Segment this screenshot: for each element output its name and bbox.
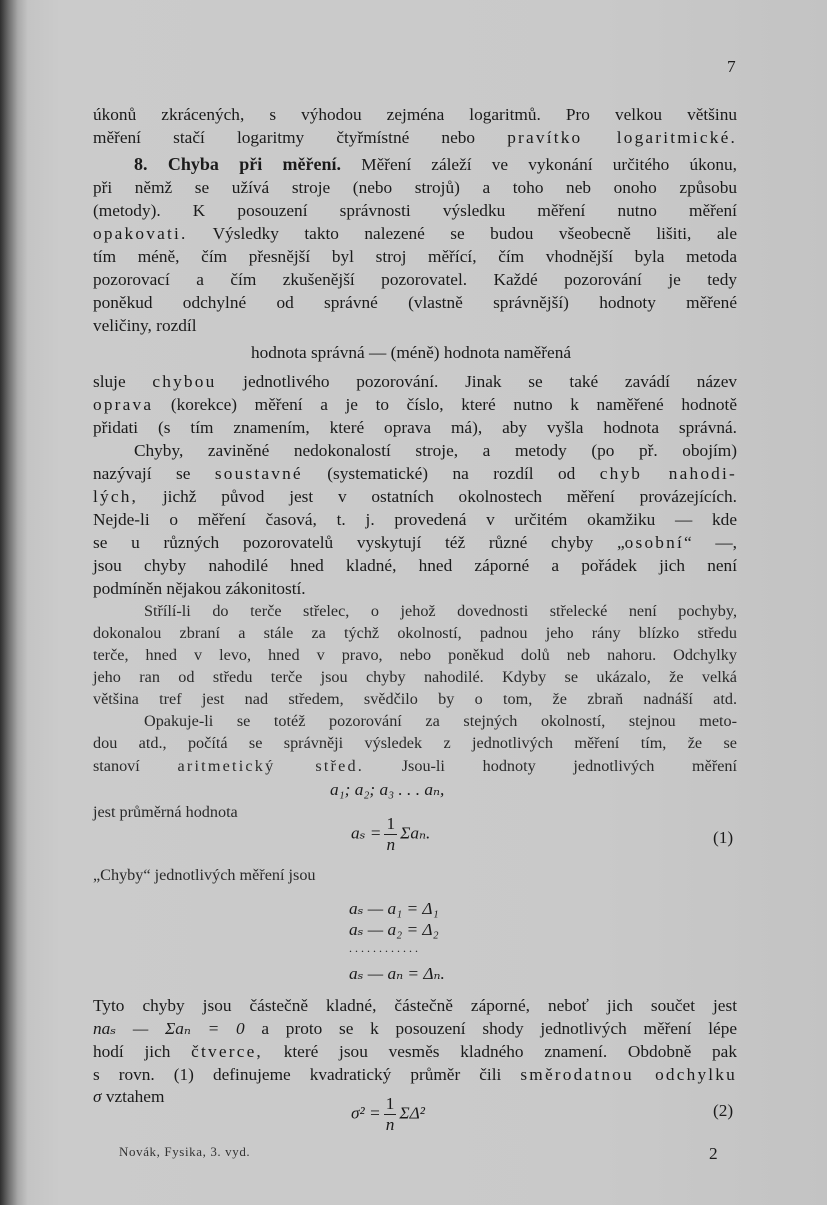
numerator: 1 [385, 1094, 395, 1113]
text-segment: nazývají se [93, 464, 215, 483]
formula-mean [351, 814, 430, 855]
error-equation: aₛ — a₂ = Δ₂ [349, 920, 439, 939]
text-line [93, 393, 737, 416]
text-line [93, 666, 737, 689]
formula-values-list: a₁; a₂; a₃ . . . aₙ, [330, 780, 445, 799]
equation-label-1: (1) [713, 828, 734, 847]
text-line [134, 439, 737, 462]
text-line [93, 554, 737, 577]
page-number: 7 [727, 57, 736, 76]
text-line [93, 126, 737, 149]
emphasized-term: opakovati. [93, 224, 188, 243]
text-line [93, 755, 737, 778]
text-line [144, 600, 737, 623]
text-segment: naₛ — Σaₙ = 0 [93, 1019, 245, 1038]
text-segment: veličiny, rozdíl [93, 316, 197, 335]
text-line [93, 1017, 737, 1040]
numerator: 1 [386, 814, 396, 833]
emphasized-term: soustavné [214, 464, 303, 483]
section-heading: 8. Chyba při měření. [134, 154, 342, 174]
text-line [93, 531, 737, 554]
formula-mean-rhs: Σaₙ. [400, 823, 431, 843]
text-segment: měření stačí logaritmy čtyřmístné nebo [93, 128, 508, 147]
text-line [93, 176, 737, 199]
error-equation: aₛ — a₁ = Δ₁ [349, 899, 439, 918]
text-line [93, 688, 737, 711]
emphasized-term: chybou [152, 372, 217, 391]
text-segment: Jsou-li hodnoty jednotlivých měření [364, 757, 737, 775]
text-line [93, 222, 737, 245]
text-segment: většina tref jest nad středem, svědčilo by o tom, že zbraň nadnáší atd. [93, 690, 737, 708]
emphasized-term: oprava [93, 395, 154, 414]
emphasized-term: čtverce, [191, 1042, 263, 1061]
emphasized-term: osobní [624, 533, 684, 552]
formula-sigma-rhs: ΣΔ² [399, 1103, 425, 1123]
text-line [93, 416, 737, 439]
text-line [201, 341, 621, 364]
formula-mean-lhs: aₛ = [351, 823, 382, 843]
text-segment: které jsou vesměs kladného znamení. Obdobně pak [262, 1042, 737, 1061]
text-segment: “ —, [683, 533, 737, 552]
error-equation-ellipsis: . . . . . . . . . . . . [349, 941, 418, 955]
text-line [93, 370, 737, 393]
text-segment: při němž se užívá stroje (nebo strojů) a toho neb onoho způsobu [93, 178, 737, 197]
text-line [93, 577, 737, 600]
text-line [93, 1063, 737, 1086]
text-segment: přidati (s tím znamením, které oprava má), aby vyšla hodnota správná. [93, 418, 737, 437]
text-segment: jest průměrná hodnota [93, 803, 238, 821]
text-line [93, 199, 737, 222]
text-segment: a proto se k posouzení shody jednotlivých měření lépe [244, 1019, 738, 1038]
text-line [93, 508, 737, 531]
emphasized-term: lých, [93, 487, 139, 506]
text-line [93, 268, 737, 291]
text-segment: stanoví [93, 757, 178, 775]
emphasized-term: pravítko logaritmické. [507, 128, 737, 147]
text-segment: Tyto chyby jsou částečně kladné, částečně záporné, neboť jich součet jest [93, 996, 737, 1015]
text-segment: sluje [93, 372, 153, 391]
text-segment: Střílí-li do terče střelec, o jehož dovednosti střelecké není pochyby, [144, 602, 737, 620]
text-segment: dokonalou zbraní a stále za týchž okolností, padnou jeho rány blízko středu [93, 624, 737, 642]
text-segment: poněkud odchylné od správné (vlastně správnější) hodnoty měřené [93, 293, 737, 312]
text-segment: s rovn. (1) definujeme kvadratický průměr čili [93, 1065, 521, 1084]
text-line [93, 732, 737, 755]
text-segment: pozorovací a čím zkušenější pozorovatel. Každé pozorování je tedy [93, 270, 737, 289]
text-segment: hodí jich [93, 1042, 192, 1061]
text-segment: jeho ran od středu terče jsou chyby nahodilé. Kdyby se ukázalo, že velká [93, 668, 737, 686]
text-line [93, 485, 737, 508]
text-segment: jsou chyby nahodilé hned kladné, hned záporné a pořádek jich není [93, 556, 737, 575]
denominator: n [386, 835, 396, 854]
error-equation: aₛ — aₙ = Δₙ. [349, 964, 445, 983]
text-line [93, 103, 737, 126]
denominator: n [385, 1115, 395, 1134]
text-segment: tím méně, čím přesnější byl stroj měřící, čím vhodnější byla metoda [93, 247, 737, 266]
text-line [134, 153, 737, 176]
fraction [384, 814, 397, 855]
text-segment: úkonů zkrácených, s výhodou zejména logaritmů. Pro velkou většinu [93, 105, 737, 124]
text-segment: terče, hned v levo, hned v pravo, nebo poněkud dolů neb nahoru. Odchylky [93, 646, 737, 664]
text-segment: (metody). K posouzení správnosti výsledku měření nutno měření [93, 201, 737, 220]
equation-label-2: (2) [713, 1101, 734, 1120]
text-line [93, 622, 737, 645]
text-line [93, 314, 737, 337]
emphasized-term: aritmetický střed. [177, 757, 365, 775]
footer-signature: Novák, Fysika, 3. vyd. [119, 1144, 251, 1159]
formula-sigma-lhs: σ² = [351, 1103, 381, 1123]
fraction [384, 1094, 397, 1135]
text-segment: σ [93, 1087, 102, 1106]
text-line [93, 864, 737, 887]
text-segment: Chyby, zaviněné nedokonalostí stroje, a metody (po př. obojím) [134, 441, 737, 460]
text-segment: „Chyby“ jednotlivých měření jsou [93, 866, 316, 884]
text-segment: hodnota správná — (méně) hodnota naměřená [250, 343, 572, 362]
text-line [93, 462, 737, 485]
text-segment: jednotlivého pozorování. Jinak se také zavádí název [216, 372, 738, 391]
text-line [93, 245, 737, 268]
text-segment: jichž původ jest v ostatních okolnostech měření provázejících. [138, 487, 737, 506]
text-line [93, 1040, 737, 1063]
text-segment: Výsledky takto nalezené se budou všeobecně lišiti, ale [187, 224, 737, 243]
text-segment: podmíněn nějakou zákonitostí. [93, 579, 306, 598]
text-line [93, 291, 737, 314]
text-segment: (systematické) na rozdíl od [302, 464, 600, 483]
formula-sigma [351, 1094, 425, 1135]
text-line [144, 710, 737, 733]
emphasized-term: chyb nahodi- [599, 464, 737, 483]
text-line [93, 644, 737, 667]
text-segment: (korekce) měření a je to číslo, které nutno k naměřené hodnotě [153, 395, 737, 414]
text-segment: Nejde-li o měření časová, t. j. provedená v určitém okamžiku — kde [93, 510, 737, 529]
text-segment: se u různých pozorovatelů vyskytují též různé chyby „ [93, 533, 625, 552]
sheet-number: 2 [709, 1144, 718, 1163]
text-segment: Měření záleží ve vykonání určitého úkonu, [341, 155, 737, 174]
text-segment: Opakuje-li se totéž pozorování za stejných okolností, stejnou meto- [144, 712, 737, 730]
text-line [93, 994, 737, 1017]
text-segment: dou atd., počítá se správněji výsledek z jednotlivých měření tím, že se [93, 734, 737, 752]
text-segment: vztahem [101, 1087, 165, 1106]
emphasized-term: směrodatnou odchylku [520, 1065, 737, 1084]
